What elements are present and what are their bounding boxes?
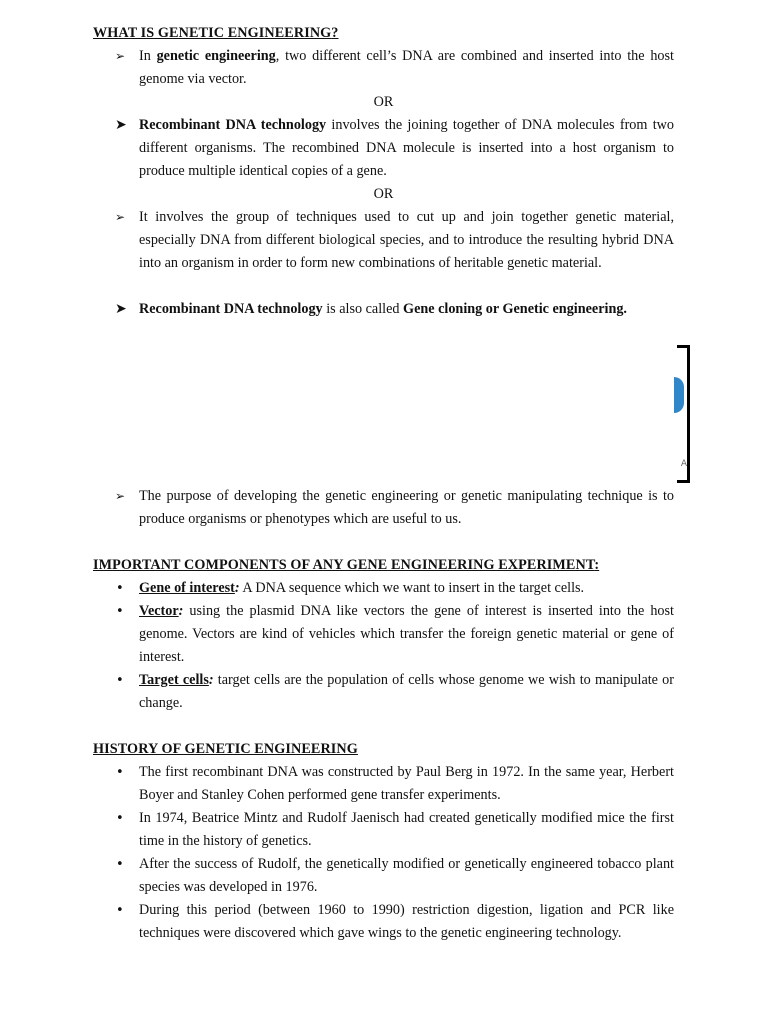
bullet-icon: •	[116, 581, 124, 596]
list-item: ➤ Recombinant DNA technology is also called Gene cloning or Genetic engineering.	[93, 298, 674, 321]
arrow-bullet-icon: ➤	[115, 117, 127, 133]
bullet-icon: •	[116, 903, 124, 918]
bullet-icon: •	[116, 765, 124, 780]
list-item: • Vector: using the plasmid DNA like vectors the gene of interest is inserted into the host genome. Vectors are kind of vehicles which transfer the foreign genetic material or gene of interest.	[93, 600, 674, 669]
or-separator: OR	[373, 186, 394, 202]
or-separator: OR	[373, 94, 394, 110]
bullet-icon: •	[116, 673, 124, 688]
figure-space	[93, 321, 674, 485]
bullet-icon: •	[116, 604, 124, 619]
list-item: • Target cells: target cells are the population of cells whose genome we wish to manipulate or change.	[93, 669, 674, 715]
bullet-icon: •	[116, 857, 124, 872]
list-item: ➤ Recombinant DNA technology involves the joining together of DNA molecules from two different organisms. The recombined DNA molecule is inserted into a host organism to produce multiple identical copies of a gene.	[93, 114, 674, 183]
arrow-bullet-icon: ➤	[115, 301, 127, 317]
arrow-bullet-icon: ➢	[115, 210, 126, 224]
list-item: • In 1974, Beatrice Mintz and Rudolf Jaenisch had created genetically modified mice the first time in the history of genetics.	[93, 807, 674, 853]
list-item: ➢ It involves the group of techniques used to cut up and join together genetic material, especially DNA from different biological species, and to introduce the resulting hybrid DNA into an organism in order to form new combinations of heritable genetic material.	[93, 206, 674, 275]
list-item: ➢ The purpose of developing the genetic engineering or genetic manipulating technique is to produce organisms or phenotypes which are useful to us.	[93, 485, 674, 531]
list-item: • Gene of interest: A DNA sequence which we want to insert in the target cells.	[93, 577, 674, 600]
list-item: • During this period (between 1960 to 1990) restriction digestion, ligation and PCR like techniques were discovered which gave wings to the genetic engineering technology.	[93, 899, 674, 945]
bullet-icon: •	[116, 811, 124, 826]
arrow-bullet-icon: ➢	[115, 489, 126, 503]
section-heading-history: HISTORY OF GENETIC ENGINEERING	[93, 741, 358, 757]
section-heading-components: IMPORTANT COMPONENTS OF ANY GENE ENGINEERING EXPERIMENT:	[93, 557, 600, 573]
list-item: ➢ In genetic engineering, two different cell’s DNA are combined and inserted into the host genome via vector.	[93, 45, 674, 91]
list-item: • After the success of Rudolf, the genetically modified or genetically engineered tobacco plant species was developed in 1976.	[93, 853, 674, 899]
document-page	[93, 22, 674, 945]
figure-text-fragment: A	[680, 459, 687, 469]
arrow-bullet-icon: ➢	[115, 49, 126, 63]
list-item: • The first recombinant DNA was constructed by Paul Berg in 1972. In the same year, Herbert Boyer and Stanley Cohen performed gene transfer experiments.	[93, 761, 674, 807]
section-heading-genetic-engineering: WHAT IS GENETIC ENGINEERING?	[93, 25, 339, 41]
cropped-figure	[664, 345, 690, 481]
